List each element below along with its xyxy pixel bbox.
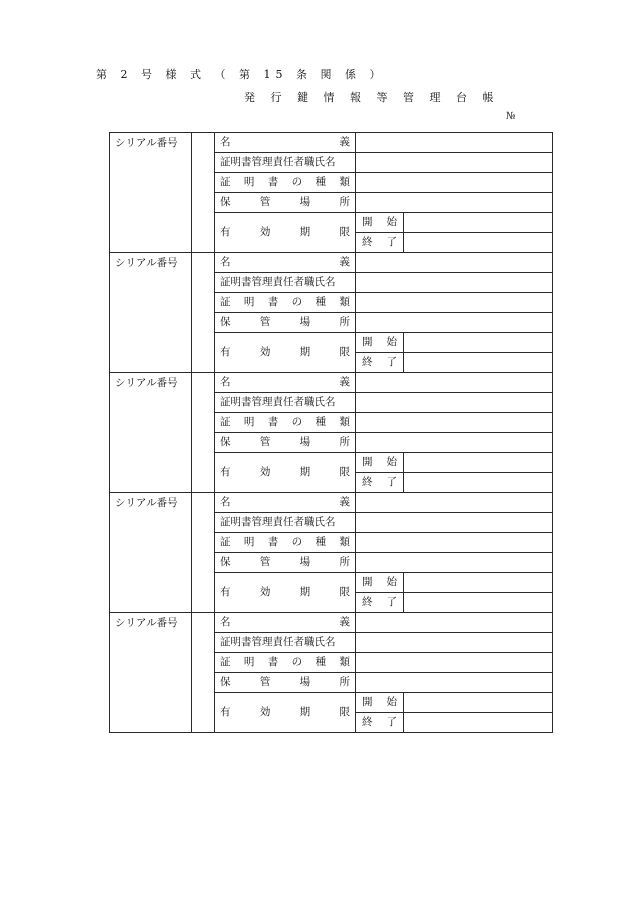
start-label-char: 開 bbox=[362, 456, 373, 468]
cert-type-label-char: 書 bbox=[267, 656, 279, 668]
name-label-char: 名 bbox=[220, 616, 231, 628]
cert-type-label-char: 書 bbox=[267, 536, 279, 548]
cert-type-label-char: 種 bbox=[315, 416, 327, 428]
start-date-field[interactable] bbox=[404, 213, 553, 233]
period-label-char: 期 bbox=[299, 586, 311, 598]
period-label-char: 限 bbox=[339, 586, 350, 598]
cert-type-label-char: 証 bbox=[220, 176, 231, 188]
cert-type-label-char: 証 bbox=[220, 416, 231, 428]
name-label-char: 義 bbox=[339, 616, 350, 628]
period-label-cell bbox=[215, 693, 356, 733]
location-label-char: 場 bbox=[299, 556, 311, 568]
end-label-char: 了 bbox=[386, 596, 397, 608]
location-label-cell bbox=[215, 433, 356, 453]
start-label-char: 開 bbox=[362, 576, 373, 588]
period-label bbox=[220, 343, 350, 362]
cert-type-label-char: 種 bbox=[315, 296, 327, 308]
serial-number-label: シリアル番号 bbox=[110, 133, 192, 253]
start-date-field[interactable] bbox=[404, 693, 553, 713]
cert-type-label-char: 類 bbox=[339, 656, 350, 668]
name-field[interactable] bbox=[356, 493, 553, 513]
end-label-char: 了 bbox=[386, 236, 397, 248]
end-label-cell bbox=[356, 473, 404, 493]
location-label-char: 所 bbox=[339, 556, 350, 568]
name-field[interactable] bbox=[356, 253, 553, 273]
end-date-field[interactable] bbox=[404, 353, 553, 373]
period-label bbox=[220, 703, 350, 722]
period-label-char: 有 bbox=[220, 586, 231, 598]
cert-type-label bbox=[220, 653, 350, 672]
document-title: 発 行 鍵 情 報 等 管 理 台 帳 bbox=[244, 91, 500, 104]
name-label bbox=[220, 493, 350, 512]
record-row-name bbox=[110, 373, 553, 393]
location-field[interactable] bbox=[356, 433, 553, 453]
location-label-char: 所 bbox=[339, 676, 350, 688]
officer-label: 証明書管理責任者職氏名 bbox=[215, 633, 356, 653]
name-label-char: 名 bbox=[220, 376, 231, 388]
end-label-char: 終 bbox=[362, 476, 373, 488]
name-label-char: 義 bbox=[339, 136, 350, 148]
start-label-char: 始 bbox=[386, 336, 397, 348]
start-label-cell bbox=[356, 693, 404, 713]
start-label-char: 開 bbox=[362, 216, 373, 228]
period-label-char: 限 bbox=[339, 466, 350, 478]
location-label-char: 保 bbox=[220, 316, 231, 328]
period-label-char: 効 bbox=[259, 346, 271, 358]
cert-type-label-char: 明 bbox=[243, 176, 255, 188]
cert-type-label-char: 明 bbox=[243, 416, 255, 428]
location-field[interactable] bbox=[356, 313, 553, 333]
location-label-char: 場 bbox=[299, 196, 311, 208]
end-label bbox=[362, 233, 397, 252]
location-field[interactable] bbox=[356, 673, 553, 693]
cert-type-label-char: の bbox=[291, 536, 303, 548]
serial-number-label: シリアル番号 bbox=[110, 373, 192, 493]
cert-type-label-char: 証 bbox=[220, 536, 231, 548]
officer-field[interactable] bbox=[356, 153, 553, 173]
cert-type-label-char: 書 bbox=[267, 416, 279, 428]
period-label-char: 有 bbox=[220, 346, 231, 358]
location-label-char: 所 bbox=[339, 316, 350, 328]
end-label-char: 了 bbox=[386, 476, 397, 488]
cert-type-label-char: 証 bbox=[220, 296, 231, 308]
name-label-char: 義 bbox=[339, 496, 350, 508]
start-label-cell bbox=[356, 333, 404, 353]
period-label-char: 期 bbox=[299, 226, 311, 238]
name-label-cell bbox=[215, 133, 356, 153]
start-date-field[interactable] bbox=[404, 573, 553, 593]
location-label bbox=[220, 553, 350, 572]
period-label-char: 限 bbox=[339, 706, 350, 718]
serial-number-field[interactable] bbox=[192, 133, 215, 253]
end-label-char: 終 bbox=[362, 236, 373, 248]
cert-type-field[interactable] bbox=[356, 413, 553, 433]
cert-type-label bbox=[220, 413, 350, 432]
serial-number-field[interactable] bbox=[192, 253, 215, 373]
location-label bbox=[220, 193, 350, 212]
location-label-char: 場 bbox=[299, 676, 311, 688]
cert-type-label-char: 種 bbox=[315, 656, 327, 668]
cert-type-label-char: 明 bbox=[243, 656, 255, 668]
cert-type-label-char: 書 bbox=[267, 296, 279, 308]
end-label bbox=[362, 473, 397, 492]
cert-type-label-char: 類 bbox=[339, 296, 350, 308]
location-label-char: 保 bbox=[220, 556, 231, 568]
end-label bbox=[362, 353, 397, 372]
name-label bbox=[220, 253, 350, 272]
start-label-cell bbox=[356, 213, 404, 233]
cert-type-label-char: 証 bbox=[220, 656, 231, 668]
period-label-char: 期 bbox=[299, 706, 311, 718]
location-label-char: 管 bbox=[259, 436, 271, 448]
start-label-char: 開 bbox=[362, 696, 373, 708]
name-label-cell bbox=[215, 373, 356, 393]
name-label-cell bbox=[215, 253, 356, 273]
name-label-char: 義 bbox=[339, 256, 350, 268]
cert-type-label-char: 類 bbox=[339, 416, 350, 428]
name-label bbox=[220, 373, 350, 392]
start-date-field[interactable] bbox=[404, 453, 553, 473]
name-label-cell bbox=[215, 613, 356, 633]
cert-type-label-char: 類 bbox=[339, 176, 350, 188]
cert-type-label bbox=[220, 173, 350, 192]
location-label-char: 保 bbox=[220, 676, 231, 688]
period-label-cell bbox=[215, 213, 356, 253]
location-label bbox=[220, 313, 350, 332]
cert-type-label-char: 種 bbox=[315, 176, 327, 188]
period-label-char: 期 bbox=[299, 346, 311, 358]
location-field[interactable] bbox=[356, 553, 553, 573]
start-label-char: 始 bbox=[386, 456, 397, 468]
location-label-cell bbox=[215, 673, 356, 693]
serial-number-field[interactable] bbox=[192, 373, 215, 493]
name-label-char: 名 bbox=[220, 256, 231, 268]
start-label bbox=[362, 453, 397, 472]
form-number-label: 第 2 号 様 式 （ 第 15 条 関 係 ） bbox=[96, 68, 386, 81]
cert-type-field[interactable] bbox=[356, 653, 553, 673]
record-row-name bbox=[110, 133, 553, 153]
location-label-char: 管 bbox=[259, 676, 271, 688]
start-label bbox=[362, 693, 397, 712]
location-label-char: 管 bbox=[259, 316, 271, 328]
officer-field[interactable] bbox=[356, 273, 553, 293]
location-label-char: 所 bbox=[339, 196, 350, 208]
period-label-cell bbox=[215, 573, 356, 613]
cert-type-label-cell bbox=[215, 293, 356, 313]
serial-number-label: シリアル番号 bbox=[110, 253, 192, 373]
location-label bbox=[220, 433, 350, 452]
start-label bbox=[362, 573, 397, 592]
start-date-field[interactable] bbox=[404, 333, 553, 353]
name-label bbox=[220, 133, 350, 152]
key-ledger-table bbox=[109, 132, 553, 733]
period-label-char: 効 bbox=[259, 466, 271, 478]
end-label-cell bbox=[356, 593, 404, 613]
end-label-cell bbox=[356, 713, 404, 733]
location-label bbox=[220, 673, 350, 692]
officer-field[interactable] bbox=[356, 633, 553, 653]
start-label bbox=[362, 213, 397, 232]
officer-field[interactable] bbox=[356, 513, 553, 533]
end-label-cell bbox=[356, 353, 404, 373]
period-label-cell bbox=[215, 333, 356, 373]
cert-type-field[interactable] bbox=[356, 173, 553, 193]
start-label-cell bbox=[356, 573, 404, 593]
end-label-cell bbox=[356, 233, 404, 253]
serial-number-field[interactable] bbox=[192, 493, 215, 613]
start-label-char: 始 bbox=[386, 696, 397, 708]
location-label-char: 管 bbox=[259, 196, 271, 208]
record-row-name bbox=[110, 493, 553, 513]
period-label-char: 限 bbox=[339, 226, 350, 238]
cert-type-label-char: 明 bbox=[243, 296, 255, 308]
end-label-char: 終 bbox=[362, 596, 373, 608]
officer-label: 証明書管理責任者職氏名 bbox=[215, 153, 356, 173]
location-label-char: 管 bbox=[259, 556, 271, 568]
location-label-char: 保 bbox=[220, 196, 231, 208]
end-label bbox=[362, 593, 397, 612]
location-label-char: 所 bbox=[339, 436, 350, 448]
end-label-char: 終 bbox=[362, 356, 373, 368]
cert-type-label-char: の bbox=[291, 656, 303, 668]
name-label-char: 義 bbox=[339, 376, 350, 388]
period-label bbox=[220, 223, 350, 242]
cert-type-label-char: 書 bbox=[267, 176, 279, 188]
period-label bbox=[220, 583, 350, 602]
period-label-char: 有 bbox=[220, 706, 231, 718]
record-row-name bbox=[110, 613, 553, 633]
name-label-char: 名 bbox=[220, 136, 231, 148]
cert-type-label-cell bbox=[215, 653, 356, 673]
end-date-field[interactable] bbox=[404, 473, 553, 493]
location-label-char: 保 bbox=[220, 436, 231, 448]
start-label-char: 開 bbox=[362, 336, 373, 348]
period-label-char: 期 bbox=[299, 466, 311, 478]
end-date-field[interactable] bbox=[404, 713, 553, 733]
period-label-char: 有 bbox=[220, 226, 231, 238]
end-label-char: 終 bbox=[362, 716, 373, 728]
name-label-char: 名 bbox=[220, 496, 231, 508]
period-label-char: 限 bbox=[339, 346, 350, 358]
period-label-char: 効 bbox=[259, 226, 271, 238]
cert-type-label-cell bbox=[215, 413, 356, 433]
start-label bbox=[362, 333, 397, 352]
end-date-field[interactable] bbox=[404, 593, 553, 613]
cert-type-label-char: 明 bbox=[243, 536, 255, 548]
period-label-char: 効 bbox=[259, 586, 271, 598]
location-label-char: 場 bbox=[299, 436, 311, 448]
start-label-char: 始 bbox=[386, 216, 397, 228]
end-label-char: 了 bbox=[386, 716, 397, 728]
number-label: № bbox=[506, 111, 516, 122]
cert-type-field[interactable] bbox=[356, 533, 553, 553]
name-label bbox=[220, 613, 350, 632]
location-label-char: 場 bbox=[299, 316, 311, 328]
cert-type-label bbox=[220, 293, 350, 312]
start-label-cell bbox=[356, 453, 404, 473]
name-field[interactable] bbox=[356, 373, 553, 393]
location-field[interactable] bbox=[356, 193, 553, 213]
location-label-cell bbox=[215, 193, 356, 213]
officer-label: 証明書管理責任者職氏名 bbox=[215, 273, 356, 293]
cert-type-field[interactable] bbox=[356, 293, 553, 313]
period-label bbox=[220, 463, 350, 482]
start-label-char: 始 bbox=[386, 576, 397, 588]
record-row-name bbox=[110, 253, 553, 273]
officer-label: 証明書管理責任者職氏名 bbox=[215, 513, 356, 533]
cert-type-label-char: の bbox=[291, 176, 303, 188]
end-label bbox=[362, 713, 397, 732]
cert-type-label bbox=[220, 533, 350, 552]
serial-number-field[interactable] bbox=[192, 613, 215, 733]
cert-type-label-char: の bbox=[291, 296, 303, 308]
name-field[interactable] bbox=[356, 133, 553, 153]
cert-type-label-char: 類 bbox=[339, 536, 350, 548]
cert-type-label-char: 種 bbox=[315, 536, 327, 548]
officer-field[interactable] bbox=[356, 393, 553, 413]
period-label-cell bbox=[215, 453, 356, 493]
cert-type-label-cell bbox=[215, 533, 356, 553]
serial-number-label: シリアル番号 bbox=[110, 493, 192, 613]
end-label-char: 了 bbox=[386, 356, 397, 368]
name-field[interactable] bbox=[356, 613, 553, 633]
cert-type-label-char: の bbox=[291, 416, 303, 428]
name-label-cell bbox=[215, 493, 356, 513]
cert-type-label-cell bbox=[215, 173, 356, 193]
end-date-field[interactable] bbox=[404, 233, 553, 253]
location-label-cell bbox=[215, 553, 356, 573]
officer-label: 証明書管理責任者職氏名 bbox=[215, 393, 356, 413]
period-label-char: 効 bbox=[259, 706, 271, 718]
location-label-cell bbox=[215, 313, 356, 333]
period-label-char: 有 bbox=[220, 466, 231, 478]
serial-number-label: シリアル番号 bbox=[110, 613, 192, 733]
